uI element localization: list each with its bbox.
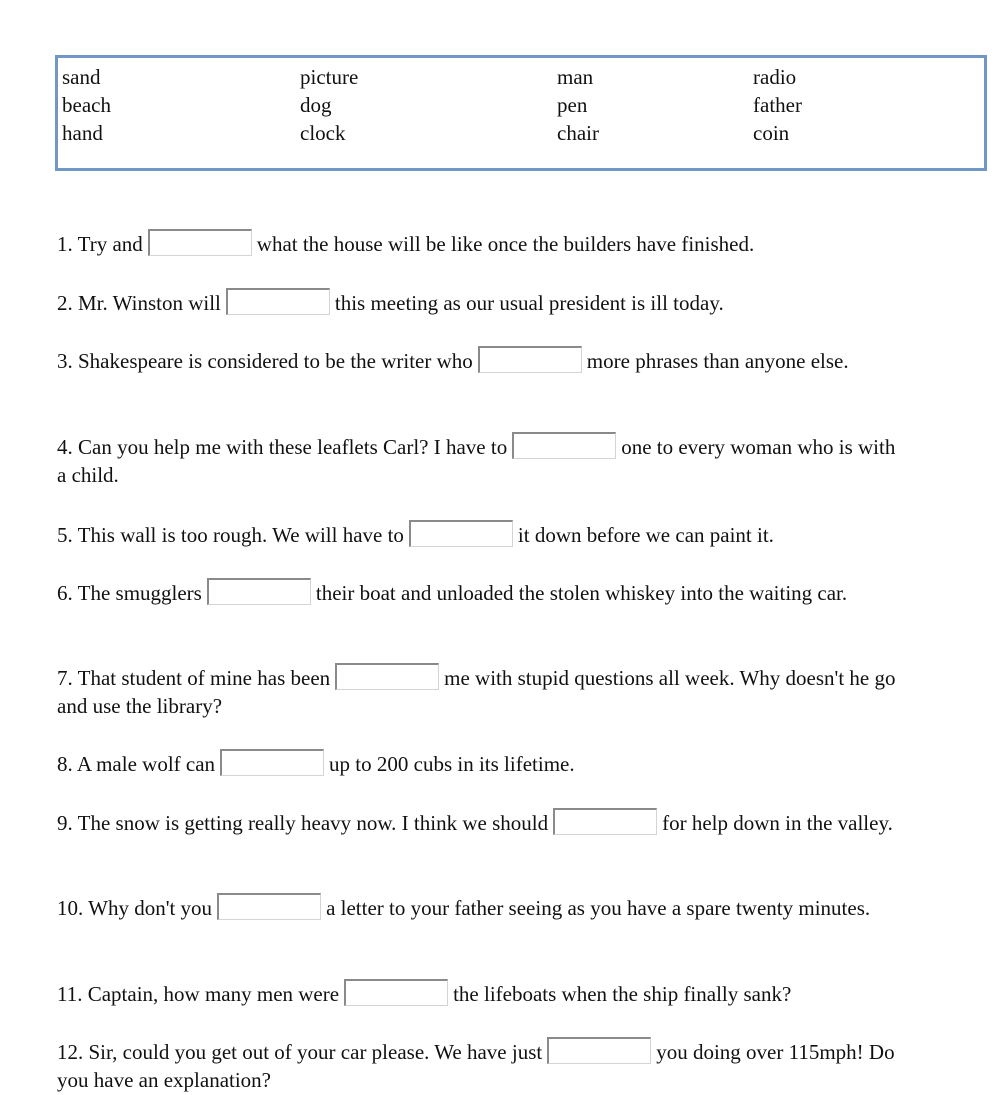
question-text-before: 9. The snow is getting really heavy now. I think we should (57, 811, 549, 835)
question-text-before: 2. Mr. Winston will (57, 291, 221, 315)
question-text-before: 12. Sir, could you get out of your car please. We have just (57, 1040, 543, 1064)
question-text-after: a letter to your father seeing as you have a spare twenty minutes. (326, 896, 871, 920)
answer-input[interactable] (148, 229, 252, 256)
question-item (57, 749, 907, 778)
word-bank-word: dog (300, 93, 332, 117)
answer-input[interactable] (344, 979, 448, 1006)
question-text-after: me with stupid questions all week. Why doesn't he go and use the library? (57, 666, 896, 718)
answer-input[interactable] (217, 893, 321, 920)
question-text-after: their boat and unloaded the stolen whiskey into the waiting car. (315, 581, 848, 605)
word-bank-word: sand (62, 65, 101, 89)
question-text-after: the lifeboats when the ship finally sank? (453, 982, 792, 1006)
word-bank-word: father (753, 93, 802, 117)
answer-input[interactable] (478, 346, 582, 373)
question-text-before: 7. That student of mine has been (57, 666, 331, 690)
answer-input[interactable] (512, 432, 616, 459)
answer-input[interactable] (220, 749, 324, 776)
question-text-before: 11. Captain, how many men were (57, 982, 340, 1006)
question-text-after: this meeting as our usual president is ill today. (334, 291, 724, 315)
question-text-after: for help down in the valley. (662, 811, 893, 835)
question-item (57, 288, 907, 317)
answer-input[interactable] (226, 288, 330, 315)
question-text-before: 4. Can you help me with these leaflets Carl? I have to (57, 435, 508, 459)
word-bank (55, 55, 987, 171)
question-text-after: what the house will be like once the builders have finished. (256, 232, 755, 256)
word-bank-word: picture (300, 65, 359, 89)
word-bank-word: pen (557, 93, 588, 117)
word-bank-word: coin (753, 121, 790, 145)
word-bank-word: radio (753, 65, 797, 89)
question-text-after: more phrases than anyone else. (586, 349, 849, 373)
question-text-before: 3. Shakespeare is considered to be the writer who (57, 349, 473, 373)
question-item (57, 432, 907, 489)
word-bank-word: man (557, 65, 594, 89)
question-text-before: 6. The smugglers (57, 581, 202, 605)
question-text-after: you doing over 115mph! Do you have an explanation? (57, 1040, 895, 1092)
question-text-before: 10. Why don't you (57, 896, 213, 920)
question-item (57, 346, 907, 375)
answer-input[interactable] (207, 578, 311, 605)
question-item (57, 578, 907, 607)
question-text-before: 5. This wall is too rough. We will have to (57, 523, 404, 547)
question-item (57, 520, 907, 549)
question-text-after: up to 200 cubs in its lifetime. (329, 752, 575, 776)
answer-input[interactable] (409, 520, 513, 547)
word-bank-word: clock (300, 121, 346, 145)
question-item (57, 893, 907, 922)
question-item (57, 229, 907, 258)
answer-input[interactable] (335, 663, 439, 690)
question-text-after: one to every woman who is with a child. (57, 435, 896, 487)
question-text-before: 8. A male wolf can (57, 752, 216, 776)
question-item (57, 808, 907, 837)
question-text-after: it down before we can paint it. (517, 523, 774, 547)
word-bank-word: chair (557, 121, 599, 145)
answer-input[interactable] (553, 808, 657, 835)
question-text-before: 1. Try and (57, 232, 143, 256)
answer-input[interactable] (547, 1037, 651, 1064)
question-item (57, 663, 907, 720)
word-bank-word: hand (62, 121, 103, 145)
word-bank-word: beach (62, 93, 111, 117)
question-item (57, 979, 907, 1008)
question-item (57, 1037, 907, 1094)
